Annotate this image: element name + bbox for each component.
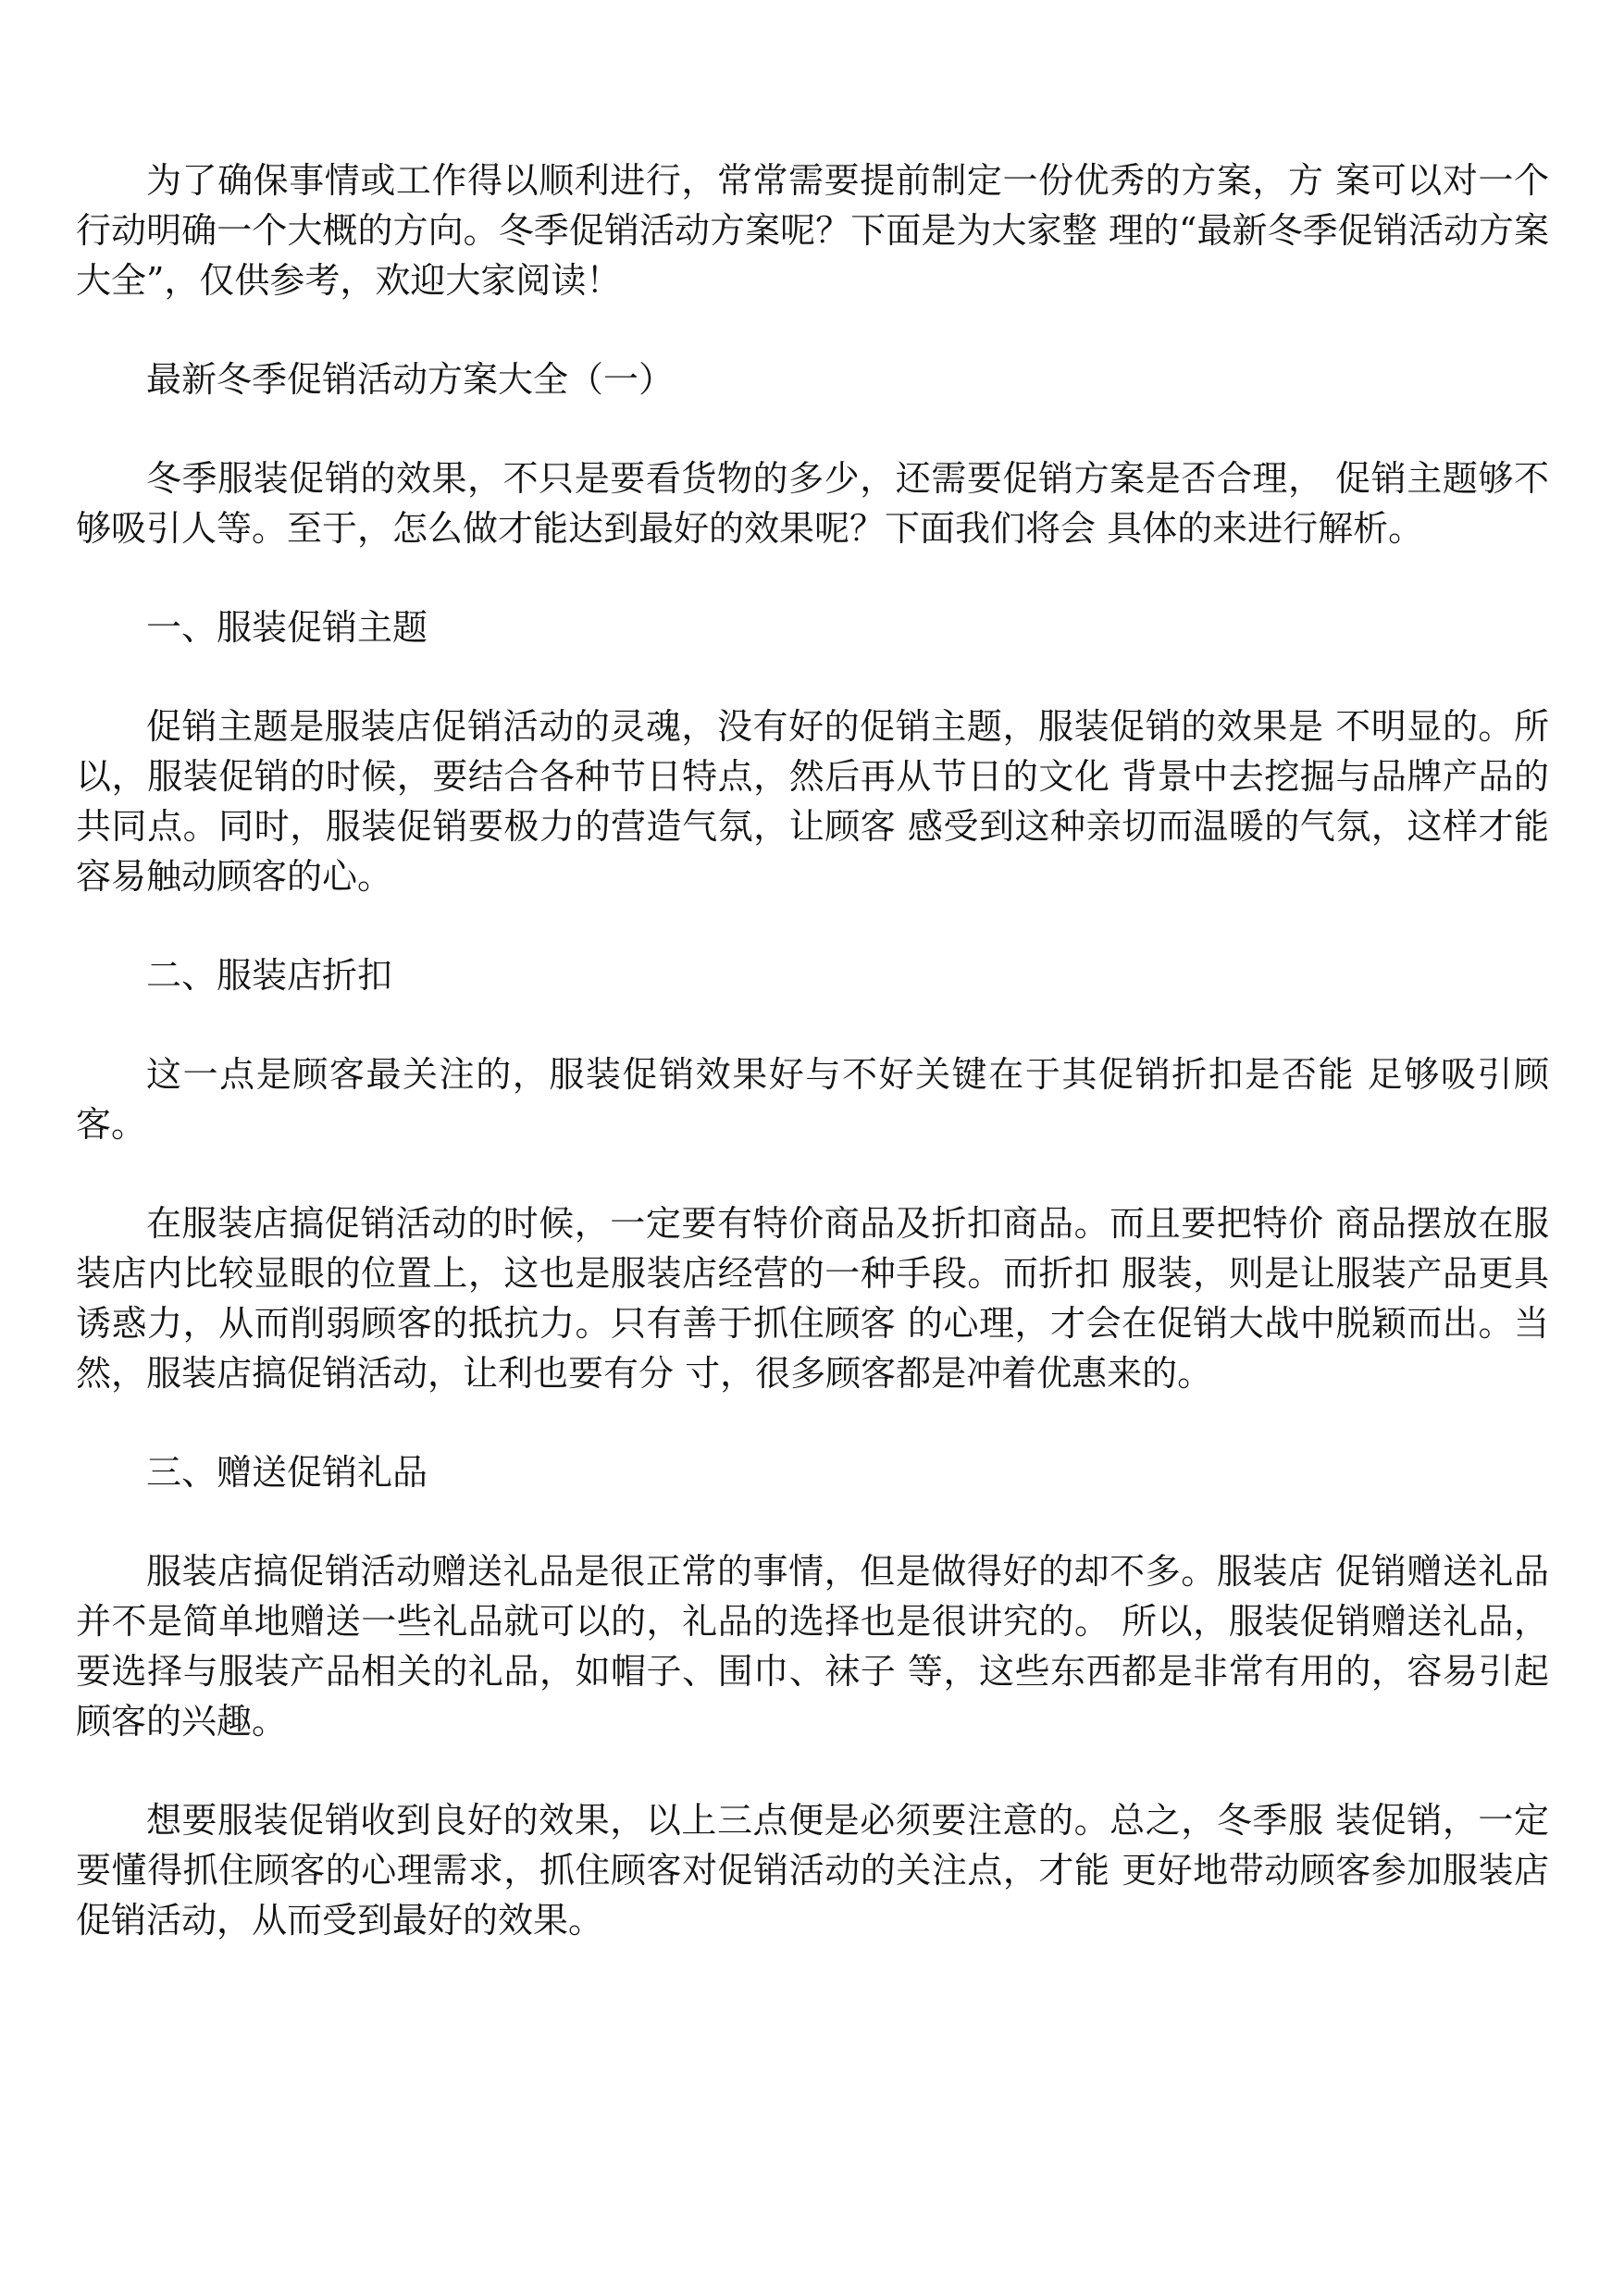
section-title: 最新冬季促销活动方案大全（一） — [146, 359, 675, 400]
closing-paragraph: 想要服装促销收到良好的效果，以上三点便是必须要注意的。总之，冬季服 装促销，一定要懂得抓住顾客的心理需求，抓住顾客对促销活动的关注点，才能 更好地带动顾客参加服装店促销活动，从而受到最好的效果。 — [76, 1800, 1549, 1941]
subheading-promotion-theme: 一、服装促销主题 — [146, 607, 428, 648]
body-paragraph: 这一点是顾客最关注的，服装促销效果好与不好关键在于其促销折扣是否能 足够吸引顾客。 — [76, 1054, 1549, 1145]
intro-paragraph: 为了确保事情或工作得以顺利进行，常常需要提前制定一份优秀的方案，方 案可以对一个行动明确一个大概的方向。冬季促销活动方案呢？下面是为大家整 理的“最新冬季促销活动方案大全”，仅供参考，欢迎大家阅读！ — [76, 160, 1549, 301]
body-paragraph: 服装店搞促销活动赠送礼品是很正常的事情，但是做得好的却不多。服装店 促销赠送礼品并不是简单地赠送一些礼品就可以的，礼品的选择也是很讲究的。 所以，服装促销赠送礼品，要选择与服装产品相关的礼品，如帽子、围巾、袜子 等，这些东西都是非常有用的，容易引起顾客的兴趣。 — [76, 1551, 1549, 1742]
subheading-gift-promotion: 三、赠送促销礼品 — [146, 1452, 428, 1493]
body-paragraph: 促销主题是服装店促销活动的灵魂，没有好的促销主题，服装促销的效果是 不明显的。所以，服装促销的时候，要结合各种节日特点，然后再从节日的文化 背景中去挖掘与品牌产品的共同点。同时，服装促销要极力的营造气氛，让顾客 感受到这种亲切而温暖的气氛，这样才能容易触动顾客的心。 — [76, 706, 1549, 897]
subheading-store-discount: 二、服装店折扣 — [146, 955, 393, 996]
document-body — [76, 155, 1549, 1994]
body-paragraph: 冬季服装促销的效果，不只是要看货物的多少，还需要促销方案是否合理， 促销主题够不够吸引人等。至于，怎么做才能达到最好的效果呢？下面我们将会 具体的来进行解析。 — [76, 458, 1549, 549]
body-paragraph: 在服装店搞促销活动的时候，一定要有特价商品及折扣商品。而且要把特价 商品摆放在服装店内比较显眼的位置上，这也是服装店经营的一种手段。而折扣 服装，则是让服装产品更具诱惑力，从而削弱顾客的抵抗力。只有善于抓住顾客 的心理，才会在促销大战中脱颖而出。当然，服装店搞促销活动，让利也要有分 寸，很多顾客都是冲着优惠来的。 — [76, 1203, 1549, 1394]
